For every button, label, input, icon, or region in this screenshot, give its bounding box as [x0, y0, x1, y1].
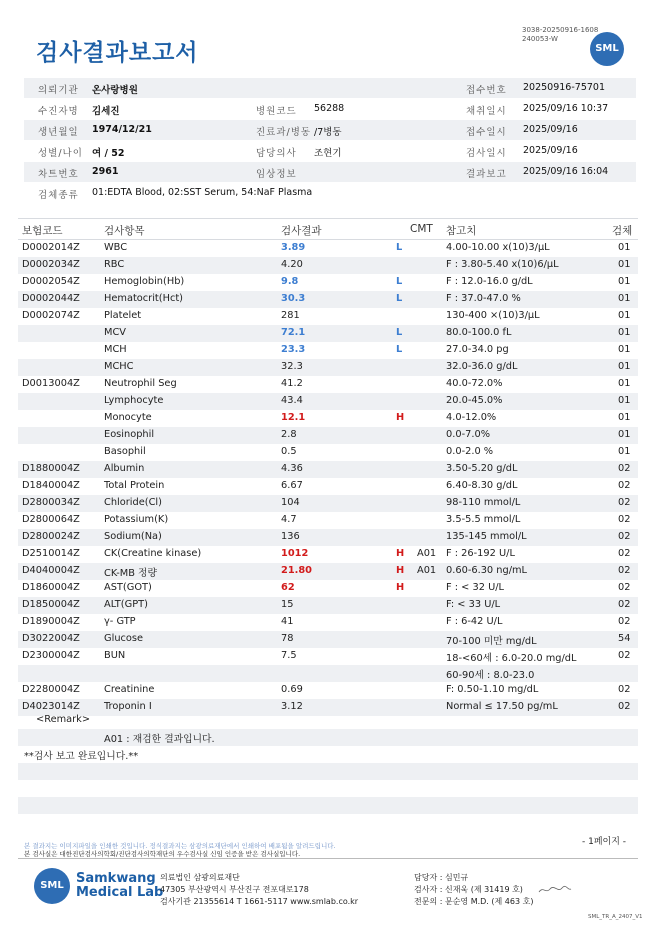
cell-cmt: A01	[417, 565, 437, 576]
table-row	[18, 444, 638, 461]
dept-value: /7병동	[314, 127, 342, 138]
cell-result: 281	[281, 310, 300, 321]
cell-code: D4023014Z	[22, 701, 80, 712]
header-row-3	[24, 120, 636, 141]
cell-specimen: 01	[618, 412, 631, 423]
table-row	[18, 563, 638, 580]
cell-test-name: Lymphocyte	[104, 395, 164, 406]
table-row	[18, 682, 638, 699]
cell-code: D4040004Z	[22, 565, 80, 576]
cell-result: 41	[281, 616, 294, 627]
sex-age-value: 여 / 52	[92, 148, 125, 159]
cell-specimen: 01	[618, 259, 631, 270]
chart-value: 2961	[92, 166, 119, 177]
table-row	[18, 393, 638, 410]
cell-reference: F : 26-192 U/L	[446, 548, 515, 559]
cell-test-name: ALT(GPT)	[104, 599, 148, 610]
cell-code: D2800034Z	[22, 497, 80, 508]
lab-name	[76, 872, 163, 900]
cell-reference: 20.0-45.0%	[446, 395, 503, 406]
cell-reference: F: < 33 U/L	[446, 599, 501, 610]
table-row	[18, 359, 638, 376]
cell-code: D2800024Z	[22, 531, 80, 542]
report-value: 2025/09/16 16:04	[523, 166, 609, 177]
cell-reference: 18-<60세 : 6.0-20.0 mg/dL	[446, 653, 577, 664]
cell-specimen: 01	[618, 310, 631, 321]
cell-test-name: MCV	[104, 327, 126, 338]
cell-result: 0.69	[281, 684, 303, 695]
cell-test-name: Eosinophil	[104, 429, 155, 440]
cell-result: 4.20	[281, 259, 303, 270]
specimen-label: 검체종류	[38, 190, 79, 201]
table-row	[18, 427, 638, 444]
cell-flag: H	[396, 582, 405, 593]
col-ref: 참고치	[446, 225, 477, 237]
cell-specimen: 02	[618, 616, 631, 627]
staff-specialist: 전문의 : 문순영 M.D. (제 463 호)	[414, 897, 534, 906]
cell-test-name: Albumin	[104, 463, 145, 474]
cell-test-name: RBC	[104, 259, 125, 270]
cell-reference: 130-400 ×(10)3/μL	[446, 310, 540, 321]
cell-code: D0002014Z	[22, 242, 80, 253]
cell-reference: F : 6-42 U/L	[446, 616, 503, 627]
header-row-4	[24, 141, 636, 162]
cell-test-name: Neutrophil Seg	[104, 378, 177, 389]
table-row	[18, 546, 638, 563]
document-code	[522, 26, 598, 44]
cell-specimen: 02	[618, 514, 631, 525]
cell-test-name: MCHC	[104, 361, 134, 372]
doctor-label: 담당의사	[256, 148, 297, 159]
cell-specimen: 02	[618, 565, 631, 576]
blank-row	[18, 797, 638, 814]
cell-specimen: 54	[618, 633, 631, 644]
patient-label: 수진자명	[38, 106, 79, 117]
cell-result: 9.8	[281, 276, 299, 287]
cell-test-name: Troponin I	[104, 701, 152, 712]
cell-specimen: 02	[618, 463, 631, 474]
cell-reference: 135-145 mmol/L	[446, 531, 527, 542]
cell-reference: F: 0.50-1.10 mg/dL	[446, 684, 539, 695]
remark-complete: **검사 보고 완료입니다.**	[24, 751, 139, 762]
table-row	[18, 240, 638, 257]
cell-reference: 3.50-5.20 g/dL	[446, 463, 518, 474]
page-number: - 1페이지 -	[582, 837, 627, 847]
cell-reference: 60-90세 : 8.0-23.0	[446, 670, 535, 681]
page-title: 검사결과보고서	[36, 40, 199, 66]
cell-specimen: 01	[618, 446, 631, 457]
cell-test-name: γ- GTP	[104, 616, 136, 627]
cell-specimen: 02	[618, 497, 631, 508]
remark-a01-row	[18, 729, 638, 746]
cell-specimen: 01	[618, 395, 631, 406]
col-spec: 검체	[612, 225, 633, 237]
cert-note: 본 검사실은 대한진단검사의학회/진단검사의학재단의 우수검사실 신임 인증을 받은 검사실입니다.	[24, 850, 301, 858]
cell-specimen: 02	[618, 599, 631, 610]
cell-test-name: Platelet	[104, 310, 142, 321]
cell-result: 2.8	[281, 429, 297, 440]
dob-label: 생년월일	[38, 127, 79, 138]
document-code-line2: 240053-W	[522, 35, 558, 43]
col-cmt: CMT	[410, 223, 433, 235]
receipt-date-value: 2025/09/16	[523, 124, 578, 135]
cell-reference: 98-110 mmol/L	[446, 497, 521, 508]
table-row	[18, 512, 638, 529]
table-row	[18, 461, 638, 478]
cell-reference: 4.00-10.00 x(10)3/μL	[446, 242, 550, 253]
cell-result: 7.5	[281, 650, 297, 661]
table-row	[18, 274, 638, 291]
cell-result: 72.1	[281, 327, 306, 338]
cell-result: 15	[281, 599, 294, 610]
cell-code: D2280004Z	[22, 684, 80, 695]
results-table	[18, 218, 638, 716]
watermark-note: 본 결과지는 이미지파일을 인쇄한 것입니다. 정식결과지는 삼광의료재단에서 인쇄하여 배포됨을 알려드립니다.	[24, 842, 336, 850]
cell-code: D0002034Z	[22, 259, 80, 270]
cell-reference: 4.0-12.0%	[446, 412, 497, 423]
report-label: 결과보고	[466, 169, 507, 180]
org-name: 의료법인 삼광의료재단	[160, 873, 240, 882]
cell-specimen: 02	[618, 548, 631, 559]
cell-reference: F : 12.0-16.0 g/dL	[446, 276, 533, 287]
institution-label: 의뢰기관	[38, 85, 79, 96]
cell-test-name: Sodium(Na)	[104, 531, 162, 542]
cell-result: 1012	[281, 548, 309, 559]
chart-label: 차트번호	[38, 169, 79, 180]
staff-tester: 검사자 : 신재욱 (제 31419 호)	[414, 885, 523, 894]
blank-row	[18, 780, 638, 797]
cell-code: D0013004Z	[22, 378, 80, 389]
header-row-5	[24, 162, 636, 183]
cell-test-name: AST(GOT)	[104, 582, 152, 593]
cell-result: 12.1	[281, 412, 306, 423]
footer-notes	[24, 842, 336, 858]
cell-test-name: WBC	[104, 242, 128, 253]
cell-test-name: Chloride(Cl)	[104, 497, 162, 508]
cell-reference: 0.0-7.0%	[446, 429, 491, 440]
sml-footer-logo-icon: SML	[34, 868, 70, 904]
collect-label: 채취일시	[466, 106, 507, 117]
cell-reference: F : 3.80-5.40 x(10)6/μL	[446, 259, 559, 270]
cell-result: 0.5	[281, 446, 297, 457]
table-row	[18, 665, 638, 682]
cell-reference: 70-100 미만 mg/dL	[446, 636, 537, 647]
doctor-value: 조현기	[314, 148, 342, 159]
cell-reference: F : < 32 U/L	[446, 582, 504, 593]
dept-label: 진료과/병동	[256, 127, 312, 138]
cell-test-name: Total Protein	[104, 480, 165, 491]
col-name: 검사항목	[104, 225, 145, 237]
col-result: 검사결과	[281, 225, 322, 237]
remark-a01: A01 : 재검한 결과입니다.	[104, 734, 215, 745]
table-row	[18, 597, 638, 614]
cell-reference: 0.60-6.30 ng/mL	[446, 565, 528, 576]
test-date-value: 2025/09/16	[523, 145, 578, 156]
cell-result: 3.89	[281, 242, 306, 253]
cell-specimen: 02	[618, 480, 631, 491]
dob-value: 1974/12/21	[92, 124, 152, 135]
cell-result: 23.3	[281, 344, 306, 355]
samkwang-logo	[34, 868, 70, 904]
hospital-code-label: 병원코드	[256, 106, 297, 117]
table-row	[18, 529, 638, 546]
cell-test-name: MCH	[104, 344, 127, 355]
cell-result: 4.36	[281, 463, 303, 474]
cell-code: D0002044Z	[22, 293, 80, 304]
cell-code: D1890004Z	[22, 616, 80, 627]
cell-test-name: BUN	[104, 650, 126, 661]
cell-specimen: 01	[618, 276, 631, 287]
blank-row	[18, 763, 638, 780]
cell-test-name: Glucose	[104, 633, 144, 644]
staff-manager: 담당자 : 심민규	[414, 873, 469, 882]
clinical-label: 임상정보	[256, 169, 297, 180]
table-row	[18, 631, 638, 648]
form-code: SML_TR_A_2407_V1	[588, 914, 643, 920]
table-row	[18, 410, 638, 427]
header-row-6	[24, 183, 636, 204]
cell-specimen: 01	[618, 429, 631, 440]
cell-reference: 27.0-34.0 pg	[446, 344, 509, 355]
cell-reference: 32.0-36.0 g/dL	[446, 361, 518, 372]
cell-code: D1860004Z	[22, 582, 80, 593]
table-row	[18, 478, 638, 495]
staff-block	[414, 872, 533, 908]
table-row	[18, 580, 638, 597]
receipt-date-label: 접수일시	[466, 127, 507, 138]
cell-test-name: Potassium(K)	[104, 514, 169, 525]
header-row-1	[24, 78, 636, 99]
cell-specimen: 01	[618, 344, 631, 355]
cell-code: D3022004Z	[22, 633, 80, 644]
cell-code: D0002054Z	[22, 276, 80, 287]
sml-logo-icon: SML	[590, 32, 624, 66]
contact: 검사기관 21355614 T 1661-5117 www.smlab.co.kr	[160, 897, 359, 906]
cell-specimen: 02	[618, 650, 631, 661]
cell-flag: L	[396, 344, 403, 355]
cell-result: 4.7	[281, 514, 297, 525]
sex-age-label: 성별/나이	[38, 148, 83, 159]
lab-name-line2: Medical Lab	[76, 885, 164, 900]
cell-reference: Normal ≤ 17.50 pg/mL	[446, 701, 558, 712]
cell-flag: L	[396, 327, 403, 338]
address: 47305 부산광역시 부산진구 전포대로178	[160, 885, 309, 894]
receipt-no-label: 접수번호	[466, 85, 507, 96]
cell-reference: 3.5-5.5 mmol/L	[446, 514, 521, 525]
signature-icon	[538, 880, 572, 890]
cell-result: 104	[281, 497, 300, 508]
footer-divider	[18, 858, 638, 859]
cell-specimen: 02	[618, 701, 631, 712]
cell-result: 30.3	[281, 293, 306, 304]
table-row	[18, 376, 638, 393]
cell-test-name: CK-MB 정량	[104, 568, 157, 579]
cell-specimen: 01	[618, 378, 631, 389]
cell-specimen: 02	[618, 684, 631, 695]
cell-result: 136	[281, 531, 300, 542]
cell-code: D1880004Z	[22, 463, 80, 474]
cell-reference: 80.0-100.0 fL	[446, 327, 512, 338]
institution-value: 온사랑병원	[92, 85, 138, 96]
cell-flag: L	[396, 242, 403, 253]
remark-complete-row	[18, 746, 638, 763]
cell-code: D1840004Z	[22, 480, 80, 491]
cell-cmt: A01	[417, 548, 437, 559]
table-row	[18, 291, 638, 308]
remark-label: <Remark>	[36, 714, 91, 725]
patient-value: 김세진	[92, 106, 120, 117]
cell-code: D2800064Z	[22, 514, 80, 525]
cell-specimen: 01	[618, 293, 631, 304]
cell-result: 21.80	[281, 565, 312, 576]
cell-reference: 6.40-8.30 g/dL	[446, 480, 518, 491]
specimen-value: 01:EDTA Blood, 02:SST Serum, 54:NaF Plasma	[92, 187, 313, 198]
cell-flag: L	[396, 293, 403, 304]
cell-result: 78	[281, 633, 294, 644]
cell-test-name: Monocyte	[104, 412, 152, 423]
cell-result: 3.12	[281, 701, 303, 712]
cell-flag: H	[396, 565, 405, 576]
cell-reference: F : 37.0-47.0 %	[446, 293, 521, 304]
document-code-line1: 3038-20250916-1608	[522, 26, 599, 34]
remark-label-row	[18, 712, 638, 729]
table-row	[18, 325, 638, 342]
cell-result: 41.2	[281, 378, 303, 389]
cell-flag: H	[396, 412, 405, 423]
cell-code: D2300004Z	[22, 650, 80, 661]
lab-name-line1: Samkwang	[76, 871, 156, 886]
lab-address-block	[160, 872, 358, 908]
cell-specimen: 01	[618, 361, 631, 372]
cell-specimen: 01	[618, 327, 631, 338]
header-row-2	[24, 99, 636, 120]
cell-test-name: Hematocrit(Hct)	[104, 293, 183, 304]
cell-code: D2510014Z	[22, 548, 80, 559]
col-code: 보험코드	[22, 225, 63, 237]
cell-result: 43.4	[281, 395, 303, 406]
table-row	[18, 648, 638, 665]
table-body	[18, 240, 638, 716]
table-row	[18, 308, 638, 325]
cell-result: 32.3	[281, 361, 303, 372]
cell-code: D1850004Z	[22, 599, 80, 610]
table-row	[18, 257, 638, 274]
cell-specimen: 02	[618, 531, 631, 542]
patient-info-section	[24, 78, 636, 204]
cell-specimen: 02	[618, 582, 631, 593]
table-row	[18, 342, 638, 359]
cell-test-name: Basophil	[104, 446, 146, 457]
receipt-no-value: 20250916-75701	[523, 82, 606, 93]
test-date-label: 검사일시	[466, 148, 507, 159]
hospital-code-value: 56288	[314, 103, 345, 114]
cell-code: D0002074Z	[22, 310, 80, 321]
cell-test-name: CK(Creatine kinase)	[104, 548, 202, 559]
cell-result: 62	[281, 582, 295, 593]
cell-reference: 40.0-72.0%	[446, 378, 503, 389]
cell-result: 6.67	[281, 480, 303, 491]
cell-test-name: Creatinine	[104, 684, 155, 695]
cell-reference: 0.0-2.0 %	[446, 446, 494, 457]
collect-value: 2025/09/16 10:37	[523, 103, 609, 114]
cell-flag: H	[396, 548, 405, 559]
remark-section	[18, 712, 638, 814]
table-header	[18, 218, 638, 240]
cell-specimen: 01	[618, 242, 631, 253]
table-row	[18, 614, 638, 631]
cell-flag: L	[396, 276, 403, 287]
cell-test-name: Hemoglobin(Hb)	[104, 276, 185, 287]
table-row	[18, 495, 638, 512]
